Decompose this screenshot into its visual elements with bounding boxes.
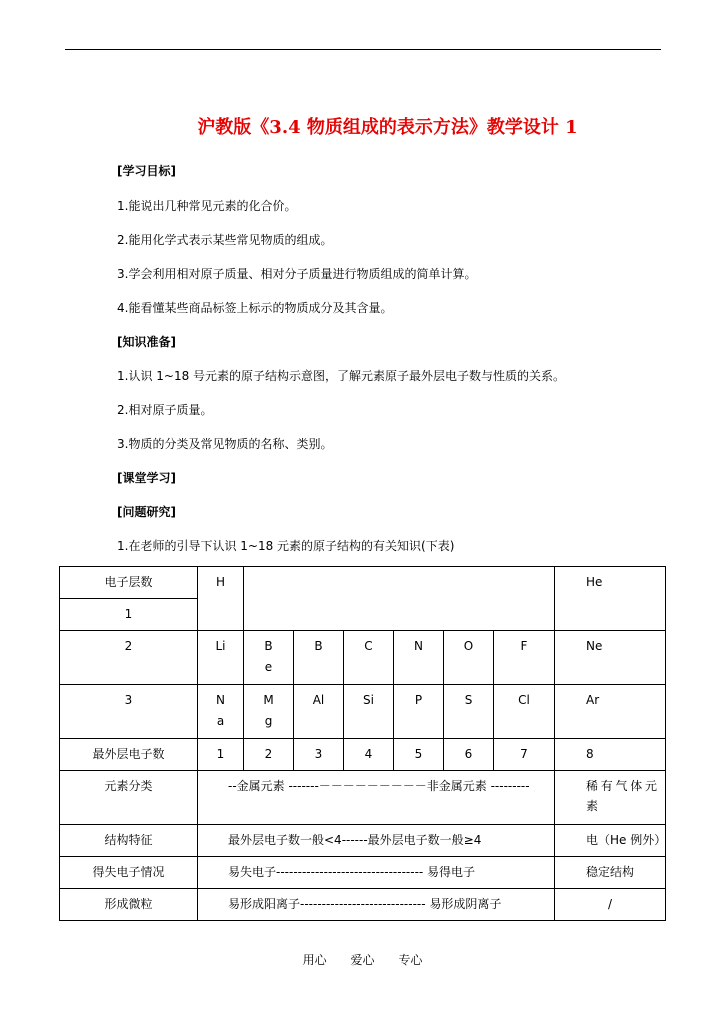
objective-item: 4.能看懂某些商品标签上标示的物质成分及其含量。 [117,301,393,315]
description-cell: 易失电子---------------------------------- 易得电子 [198,857,555,889]
table-row [60,631,666,685]
table-row [60,739,666,771]
objectives-heading: [学习目标] [117,164,176,178]
prep-item: 1.认识 1~18 号元素的原子结构示意图，了解元素原子最外层电子数与性质的关系。 [117,369,566,383]
row-label: 得失电子情况 [60,857,198,889]
row-label: 2 [60,631,198,685]
table-row [60,567,666,599]
value-cell: 2 [244,739,294,771]
element-cell: He [555,567,666,631]
row-label: 最外层电子数 [60,739,198,771]
row-label: 1 [60,599,198,631]
element-cell: Si [344,685,394,739]
element-cell: N [394,631,444,685]
row-label: 电子层数 [60,567,198,599]
footer-text: 爱心 [350,953,375,967]
element-cell: C [344,631,394,685]
prep-heading: [知识准备] [117,335,176,349]
table-row [60,857,666,889]
element-cell: Mg [244,685,294,739]
table-row [60,825,666,857]
prep-item: 3.物质的分类及常见物质的名称、类别。 [117,437,333,451]
page-footer [0,951,725,968]
element-cell: F [494,631,555,685]
element-cell: Ne [555,631,666,685]
element-cell: O [444,631,494,685]
description-cell: 电（He 例外） [555,825,666,857]
value-cell: 6 [444,739,494,771]
element-cell: Al [294,685,344,739]
value-cell: 5 [394,739,444,771]
row-label: 结构特征 [60,825,198,857]
page-title: 沪教版《3.4 物质组成的表示方法》教学设计 1 [197,117,578,138]
value-cell: 1 [198,739,244,771]
research-heading: [问题研究] [117,505,176,519]
element-cell: Ar [555,685,666,739]
element-cell: P [394,685,444,739]
objective-item: 3.学会利用相对原子质量、相对分子质量进行物质组成的简单计算。 [117,267,477,281]
objective-item: 1.能说出几种常见元素的化合价。 [117,199,297,213]
element-cell: Li [198,631,244,685]
empty-cell [244,567,555,631]
description-cell: 易形成阳离子----------------------------- 易形成阴离子 [198,889,555,921]
footer-text: 专心 [398,953,423,967]
description-cell: / [555,889,666,921]
element-cell: Na [198,685,244,739]
footer-text: 用心 [302,953,327,967]
value-cell: 8 [555,739,666,771]
description-cell: 最外层电子数一般<4------最外层电子数一般≥4 [198,825,555,857]
class-heading: [课堂学习] [117,471,176,485]
element-cell: Be [244,631,294,685]
table-row [60,771,666,825]
row-label: 形成微粒 [60,889,198,921]
header-rule [65,49,661,50]
element-cell: B [294,631,344,685]
element-cell: H [198,567,244,631]
table-row [60,889,666,921]
description-cell: 稀有气体元素 [555,771,666,825]
description-cell: 稳定结构 [555,857,666,889]
row-label: 3 [60,685,198,739]
table-row [60,685,666,739]
element-table [59,566,666,921]
element-cell: S [444,685,494,739]
value-cell: 3 [294,739,344,771]
objective-item: 2.能用化学式表示某些常见物质的组成。 [117,233,333,247]
row-label: 元素分类 [60,771,198,825]
prep-item: 2.相对原子质量。 [117,403,213,417]
element-cell: Cl [494,685,555,739]
value-cell: 4 [344,739,394,771]
description-cell: --金属元素 -------－－－－－－－－－非金属元素 --------- [198,771,555,825]
value-cell: 7 [494,739,555,771]
research-intro: 1.在老师的引导下认识 1~18 元素的原子结构的有关知识(下表) [117,539,455,553]
